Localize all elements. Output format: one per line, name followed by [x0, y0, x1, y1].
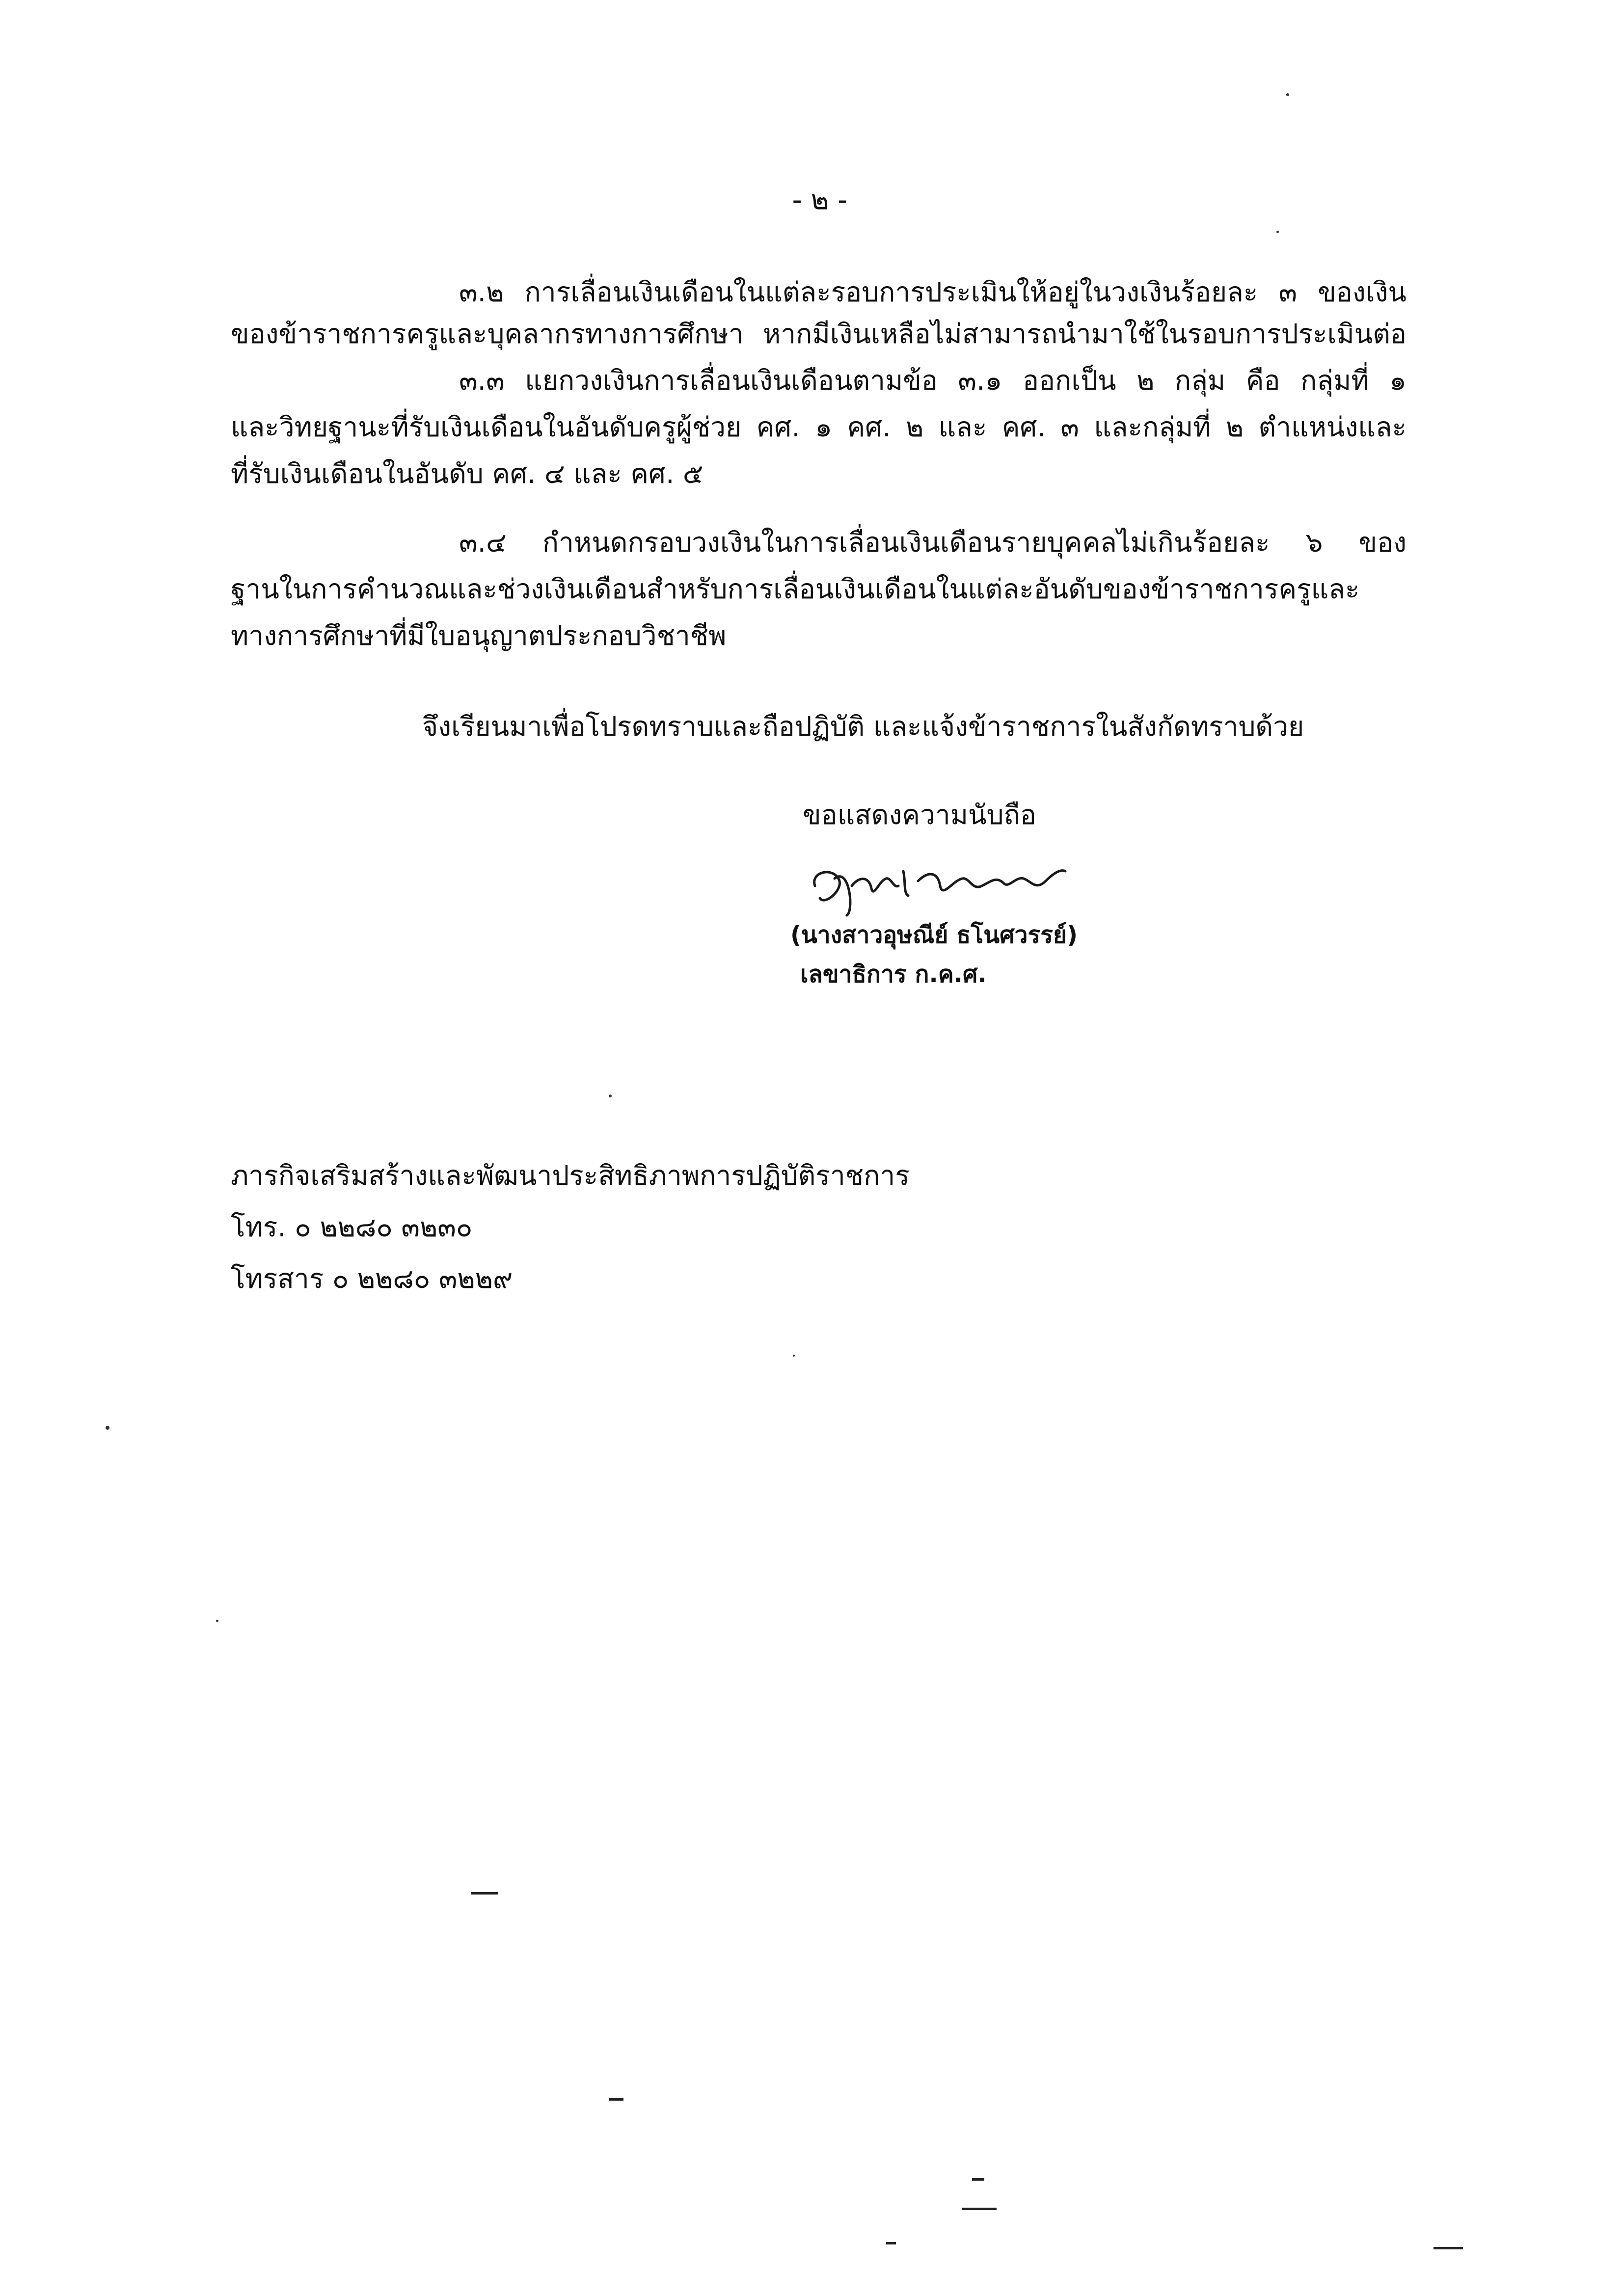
contact-department: ภารกิจเสริมสร้างและพัฒนาประสิทธิภาพการปฏิบัติราชการ: [231, 1160, 910, 1191]
contact-phone: โทร. ๐ ๒๒๘๐ ๓๒๓๐: [231, 1211, 473, 1243]
scan-dash: [609, 2098, 623, 2101]
paragraph-3-4-line-2: ฐานในการคำนวณและช่วงเงินเดือนสำหรับการเลื่อนเงินเดือนในแต่ละอันดับของข้าราชการครูและ: [231, 573, 1360, 605]
signer-name: (นางสาวอุษณีย์ ธโนศวรรย์): [790, 921, 1078, 949]
handwritten-signature: [805, 852, 1080, 920]
paragraph-3-2-line-1: ๓.๒ การเลื่อนเงินเดือนในแต่ละรอบการประเมินให้อยู่ในวงเงินร้อยละ ๓ ของเงิน: [459, 276, 1407, 308]
contact-fax: โทรสาร ๐ ๒๒๘๐ ๓๒๒๙: [231, 1263, 513, 1294]
scan-dash: [471, 1892, 498, 1895]
scan-speck: [1276, 231, 1279, 233]
paragraph-3-3-line-2: และวิทยฐานะที่รับเงินเดือนในอันดับครูผู้ช่วย คศ. ๑ คศ. ๒ และ คศ. ๓ และกลุ่มที่ ๒ ตำแหน่งและ: [231, 411, 1407, 443]
scan-dash: [886, 2242, 896, 2244]
paragraph-3-4-line-3: ทางการศึกษาที่มีใบอนุญาตประกอบวิชาชีพ: [231, 620, 727, 651]
scan-dash: [1434, 2247, 1463, 2249]
scan-speck: [609, 1095, 612, 1097]
signer-title: เลขาธิการ ก.ค.ศ.: [800, 961, 987, 988]
paragraph-3-3-line-3: ที่รับเงินเดือนในอันดับ คศ. ๔ และ คศ. ๕: [231, 458, 703, 489]
paragraph-3-2-line-2: ของข้าราชการครูและบุคลากรทางการศึกษา หากมีเงินเหลือไม่สามารถนำมาใช้ในรอบการประเมินต่อ: [231, 318, 1407, 349]
scan-dash: [962, 2208, 997, 2210]
scan-speck: [793, 1355, 795, 1357]
scan-speck: [106, 1426, 109, 1430]
closing-sentence: จึงเรียนมาเพื่อโปรดทราบและถือปฏิบัติ และแจ้งข้าราชการในสังกัดทราบด้วย: [422, 711, 1304, 742]
paragraph-3-3-line-1: ๓.๓ แยกวงเงินการเลื่อนเงินเดือนตามข้อ ๓.๑ ออกเป็น ๒ กลุ่ม คือ กลุ่มที่ ๑: [459, 365, 1407, 396]
scan-speck: [1286, 93, 1289, 96]
page-number: - ๒ -: [792, 184, 848, 216]
scan-dash: [972, 2178, 984, 2181]
regards-text: ขอแสดงความนับถือ: [803, 799, 1036, 830]
scan-speck: [216, 1620, 218, 1622]
paragraph-3-4-line-1: ๓.๔ กำหนดกรอบวงเงินในการเลื่อนเงินเดือนรายบุคคลไม่เกินร้อยละ ๖ ของ: [459, 527, 1407, 558]
